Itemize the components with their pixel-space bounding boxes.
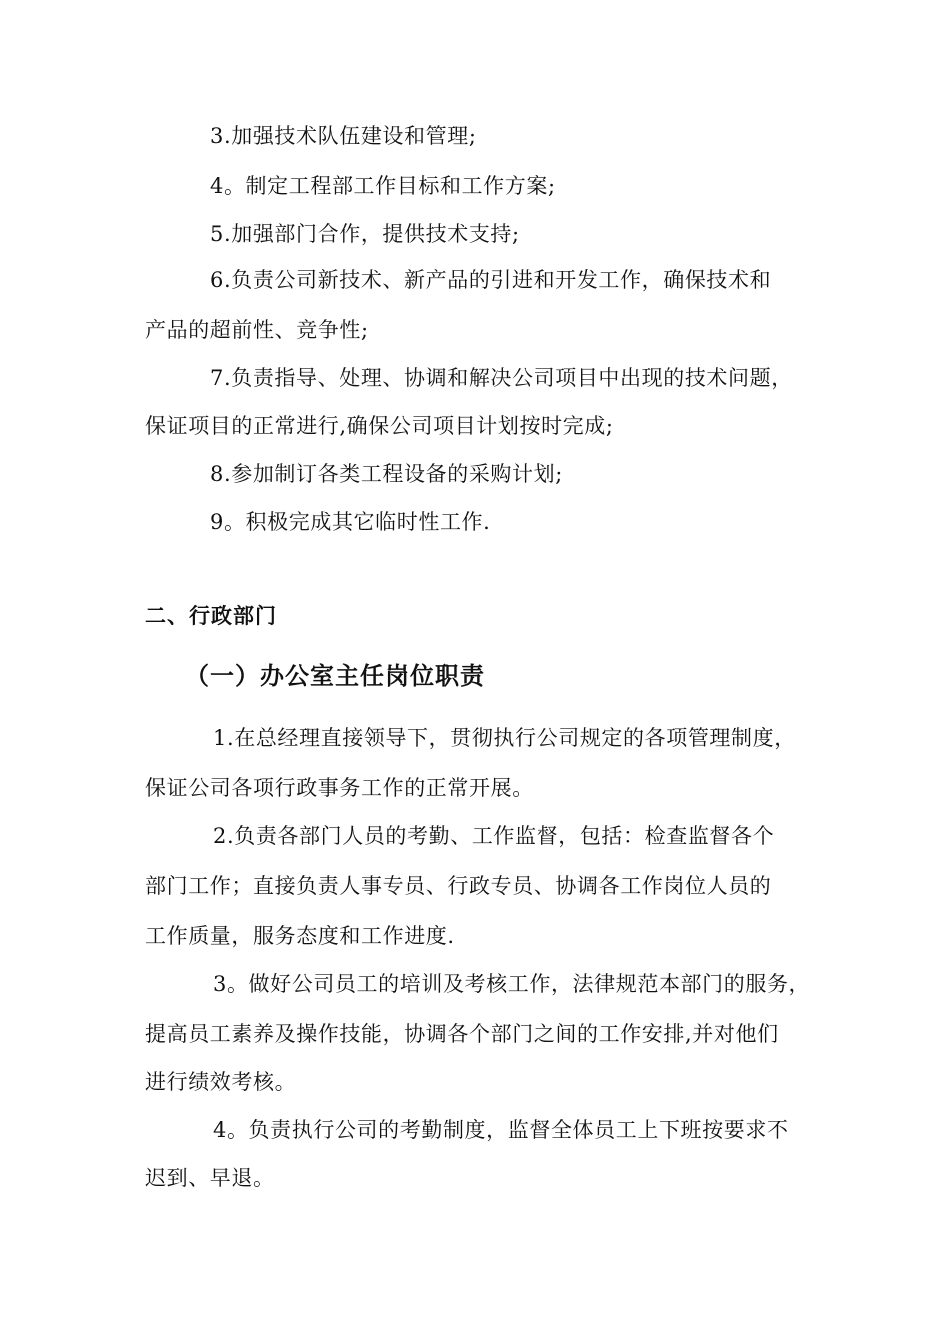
duty-item-6: 6.负责公司新技术、新产品的引进和开发工作，确保技术和 xyxy=(210,268,772,292)
office-duty-1: 1.在总经理直接领导下，贯彻执行公司规定的各项管理制度， xyxy=(213,726,796,750)
office-duty-2-continued-2: 工作质量，服务态度和工作进度. xyxy=(145,924,455,948)
duty-item-7: 7.负责指导、处理、协调和解决公司项目中出现的技术问题， xyxy=(210,366,793,390)
office-duty-3-continued: 提高员工素养及操作技能，协调各个部门之间的工作安排,并对他们 xyxy=(145,1022,779,1046)
duty-item-4: 4。制定工程部工作目标和工作方案; xyxy=(210,174,556,198)
duty-item-3: 3.加强技术队伍建设和管理; xyxy=(210,124,477,148)
office-duty-4-continued: 迟到、早退。 xyxy=(145,1166,275,1190)
office-duty-3-continued-2: 进行绩效考核。 xyxy=(145,1070,297,1094)
duty-item-7-continued: 保证项目的正常进行,确保公司项目计划按时完成; xyxy=(145,414,614,438)
section-subheading: （一）办公室主任岗位职责 xyxy=(185,662,485,690)
office-duty-2-continued: 部门工作；直接负责人事专员、行政专员、协调各工作岗位人员的 xyxy=(145,874,772,898)
office-duty-3: 3。做好公司员工的培训及考核工作，法律规范本部门的服务， xyxy=(213,972,811,996)
section-heading: 二、行政部门 xyxy=(145,604,277,628)
duty-item-9: 9。积极完成其它临时性工作. xyxy=(210,510,491,534)
duty-item-8: 8.参加制订各类工程设备的采购计划; xyxy=(210,462,563,486)
office-duty-4: 4。负责执行公司的考勤制度，监督全体员工上下班按要求不 xyxy=(213,1118,789,1142)
duty-item-6-continued: 产品的超前性、竞争性; xyxy=(145,318,369,342)
duty-item-5: 5.加强部门合作，提供技术支持; xyxy=(210,222,520,246)
office-duty-1-continued: 保证公司各项行政事务工作的正常开展。 xyxy=(145,776,534,800)
office-duty-2: 2.负责各部门人员的考勤、工作监督，包括：检查监督各个 xyxy=(213,824,775,848)
